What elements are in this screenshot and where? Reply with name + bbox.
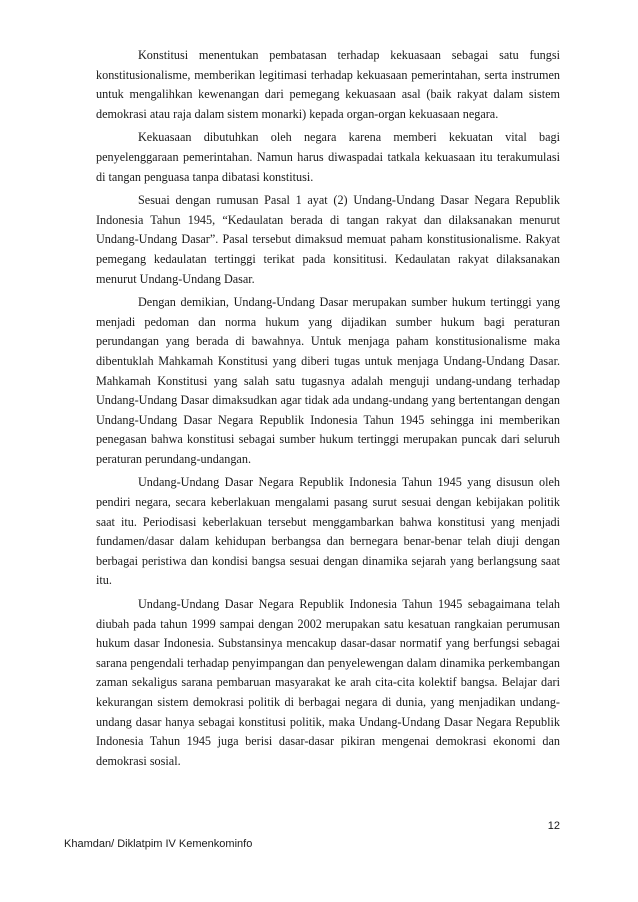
paragraph-2: Kekuasaan dibutuhkan oleh negara karena memberi kekuatan vital bagi penyelenggaraan pemerintahan. Namun harus diwaspadai tatkala kekuasaan itu terakumulasi di tangan penguasa tanpa dibatasi konstitusi. [96,130,560,184]
page-number: 12 [547,820,560,832]
paragraph-5: Undang-Undang Dasar Negara Republik Indonesia Tahun 1945 yang disusun oleh pendiri negara, secara keberlakuan mengalami pasang surut sesuai dengan kebijakan politik saat itu. Periodisasi keberlakuan tersebut menggambarkan bahwa konstitusi yang menjadi fundamen/dasar dalam kehidupan berbangsa dan bernegara benar-benar telah diuji dengan berbagai peristiwa dan kondisi bangsa sesuai dengan dinamika sejarah yang berlangsung saat itu. [96,475,560,588]
footer-credit: Khamdan/ Diklatpim IV Kemenkominfo [64,838,253,850]
paragraph-6: Undang-Undang Dasar Negara Republik Indonesia Tahun 1945 sebagaimana telah diubah pada tahun 1999 sampai dengan 2002 merupakan satu kesatuan rangkaian perumusan hukum dasar Indonesia. Substansinya mencakup dasar-dasar normatif yang berfungsi sebagai sarana pengendali terhadap penyimpangan dan penyelewengan dalam dinamika perkembangan zaman sekaligus sarana pembaruan masyarakat ke arah cita-cita kolektif bangsa. Belajar dari kekurangan sistem demokrasi politik di berbagai negara di dunia, yang menjadikan undang-undang dasar hanya sebagai konstitusi politik, maka Undang-Undang Dasar Negara Republik Indonesia Tahun 1945 juga berisi dasar-dasar pikiran mengenai demokrasi ekonomi dan demokrasi sosial. [96,597,560,768]
paragraph-4: Dengan demikian, Undang-Undang Dasar merupakan sumber hukum tertinggi yang menjadi pedoman dan norma hukum yang dijadikan sumber hukum bagi peraturan perundangan yang berada di bawahnya. Untuk menjaga paham konstitusionalisme maka dibentuklah Mahkamah Konstitusi yang diberi tugas untuk menjaga Undang-Undang Dasar. Mahkamah Konstitusi yang salah satu tugasnya adalah menguji undang-undang terhadap Undang-Undang Dasar dimaksudkan agar tidak ada undang-undang yang bertentangan dengan Undang-Undang Dasar Negara Republik Indonesia Tahun 1945 sehingga ini memberikan penegasan bahwa konstitusi sebagai sumber hukum tertinggi merupakan puncak dari seluruh peraturan perundang-undangan. [96,295,560,466]
paragraph-3: Sesuai dengan rumusan Pasal 1 ayat (2) Undang-Undang Dasar Negara Republik Indonesia Tahun 1945, “Kedaulatan berada di tangan rakyat dan dilaksanakan menurut Undang-Undang Dasar”. Pasal tersebut dimaksud memuat paham konstitusionalisme. Rakyat pemegang kedaulatan tertinggi terikat pada konsititusi. Kedaulatan rakyat dilaksanakan menurut Undang-Undang Dasar. [96,193,560,286]
document-body [96,46,560,775]
paragraph-1: Konstitusi menentukan pembatasan terhadap kekuasaan sebagai satu fungsi konstitusionalisme, memberikan legitimasi terhadap kekuasaan pemerintahan, serta instrumen untuk mengalihkan kewenangan dari pemegang kekuasaan asal (baik rakyat dalam sistem demokrasi atau raja dalam sistem monarki) kepada organ-organ kekuasaan negara. [96,48,560,121]
